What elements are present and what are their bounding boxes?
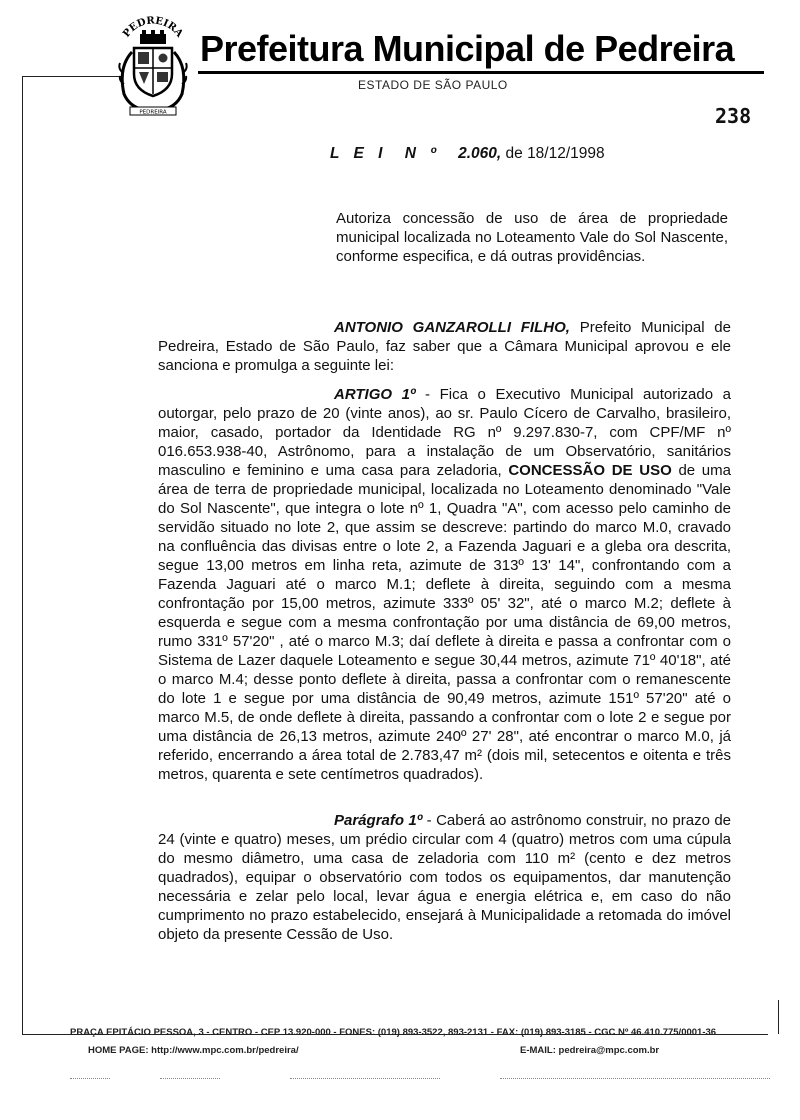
paragraph-1 xyxy=(158,811,731,944)
law-ementa: Autoriza concessão de uso de área de propriedade municipal localizada no Loteamento Vale do Sol Nascente, conforme especifica, e dá outras providências. xyxy=(336,210,728,265)
scan-artifact-line xyxy=(70,1078,110,1079)
law-number-label: N º xyxy=(404,145,441,162)
frame-line-top xyxy=(22,76,122,77)
frame-line-right xyxy=(778,1000,779,1034)
scan-artifact-line xyxy=(160,1078,220,1079)
footer-email: E-MAIL: pedreira@mpc.com.br xyxy=(520,1045,660,1056)
municipal-crest-icon xyxy=(110,12,196,122)
law-heading xyxy=(330,145,605,163)
scan-artifact-line xyxy=(500,1078,770,1079)
article-1-text-before: - Fica o Executivo Municipal autorizado a outorgar, pelo prazo de 20 (vinte anos), ao sr. Paulo Cícero de Carvalho, brasileiro, maior, casado, portador da Identidade RG nº 9.297.830-7, com CPF/MF nº 016.653.938-40, Astrônomo, para a instalação de um Observatório, sanitários masculino e feminino e uma casa para zeladoria, xyxy=(158,386,731,479)
page-subtitle: ESTADO DE SÃO PAULO xyxy=(358,78,508,92)
intro-paragraph xyxy=(158,318,731,375)
frame-line-left xyxy=(22,76,23,1034)
mayor-name: ANTONIO GANZAROLLI FILHO, xyxy=(334,319,570,336)
crest-top-text: PEDREIRA xyxy=(121,15,185,40)
page-number: 238 xyxy=(715,104,752,128)
scan-artifact-line xyxy=(290,1078,440,1079)
footer-homepage: HOME PAGE: http://www.mpc.com.br/pedreira/ xyxy=(88,1045,299,1056)
law-date: de 18/12/1998 xyxy=(505,145,605,162)
page-title: Prefeitura Municipal de Pedreira xyxy=(200,28,735,69)
article-1-highlight: CONCESSÃO DE USO xyxy=(508,462,672,479)
law-number: 2.060, xyxy=(458,145,502,162)
law-label: L E I xyxy=(330,145,388,162)
footer-address: PRAÇA EPITÁCIO PESSOA, 3 - CENTRO - CEP 13.920-000 - FONES: (019) 893-3522, 893-2131 - FAX: (019) 893-3185 - CGC Nº 46.410.775/0001-36 xyxy=(70,1027,717,1038)
crest-bottom-text: PEDREIRA xyxy=(139,109,167,116)
article-1-text-after: de uma área de terra de propriedade municipal, localizada no Loteamento denominado "Vale do Sol Nascente", que integra o lote nº 1, Quadra "A", com acesso pelo caminho de servidão situado no lote 2, que assim se descreve: partindo do marco M.0, cravado na confluência das divisas entre o lote 2, a Fazenda Jaguari e a gleba ora descrita, segue 13,00 metros em linha reta, azimute de 313º 13' 14", confrontando com a Fazenda Jaguari até o marco M.1; deflete à direita, seguindo com a mesma confrontação por 15,00 metros, azimute 333º 05' 32", até o marco M.2; deflete à esquerda e segue com a mesma confrontação por uma distância de 69,00 metros, rumo 331º 57'20" , até o marco M.3; daí deflete à direita e passa a confrontar com o Sistema de Lazer daquele Loteamento e segue 30,44 metros, azimute 71º 40'18", até o marco M.4; desse ponto deflete à direita, passa a confrontar com o remanescente do lote 1 e segue por uma distância de 90,49 metros, azimute 151º 57'20" até o marco M.5, de onde deflete à direita, passando a confrontar com o lote 2 e segue por uma distância de 26,13 metros, azimute 240º 27' 28", até encontrar o marco M.0, já referido, encerrando a área total de 2.783,47 m² (dois mil, setecentos e oitenta e três metros, quarenta e sete centímetros quadrados). xyxy=(158,462,731,783)
article-1-label: ARTIGO 1º xyxy=(334,386,416,403)
paragraph-1-text: - Caberá ao astrônomo construir, no prazo de 24 (vinte e quatro) meses, um prédio circular com 4 (quatro) metros com uma cúpula do mesmo diâmetro, uma casa de zeladoria com 110 m² (cento e dez metros quadrados), equipar o observatório com todos os equipamentos, dar manutenção necessária e zelar pelo local, levar água e energia elétrica e, em caso do não cumprimento no prazo estabelecido, ensejará à Municipalidade a retomada do imóvel objeto da presente Cessão de Uso. xyxy=(158,812,732,943)
intro-text: Prefeito Municipal de Pedreira, Estado de São Paulo, faz saber que a Câmara Municipal aprovou e ele sanciona e promulga a seguinte lei: xyxy=(158,319,731,374)
article-1-paragraph xyxy=(158,385,731,784)
paragraph-1-label: Parágrafo 1º xyxy=(334,812,423,829)
title-underline xyxy=(198,71,764,74)
